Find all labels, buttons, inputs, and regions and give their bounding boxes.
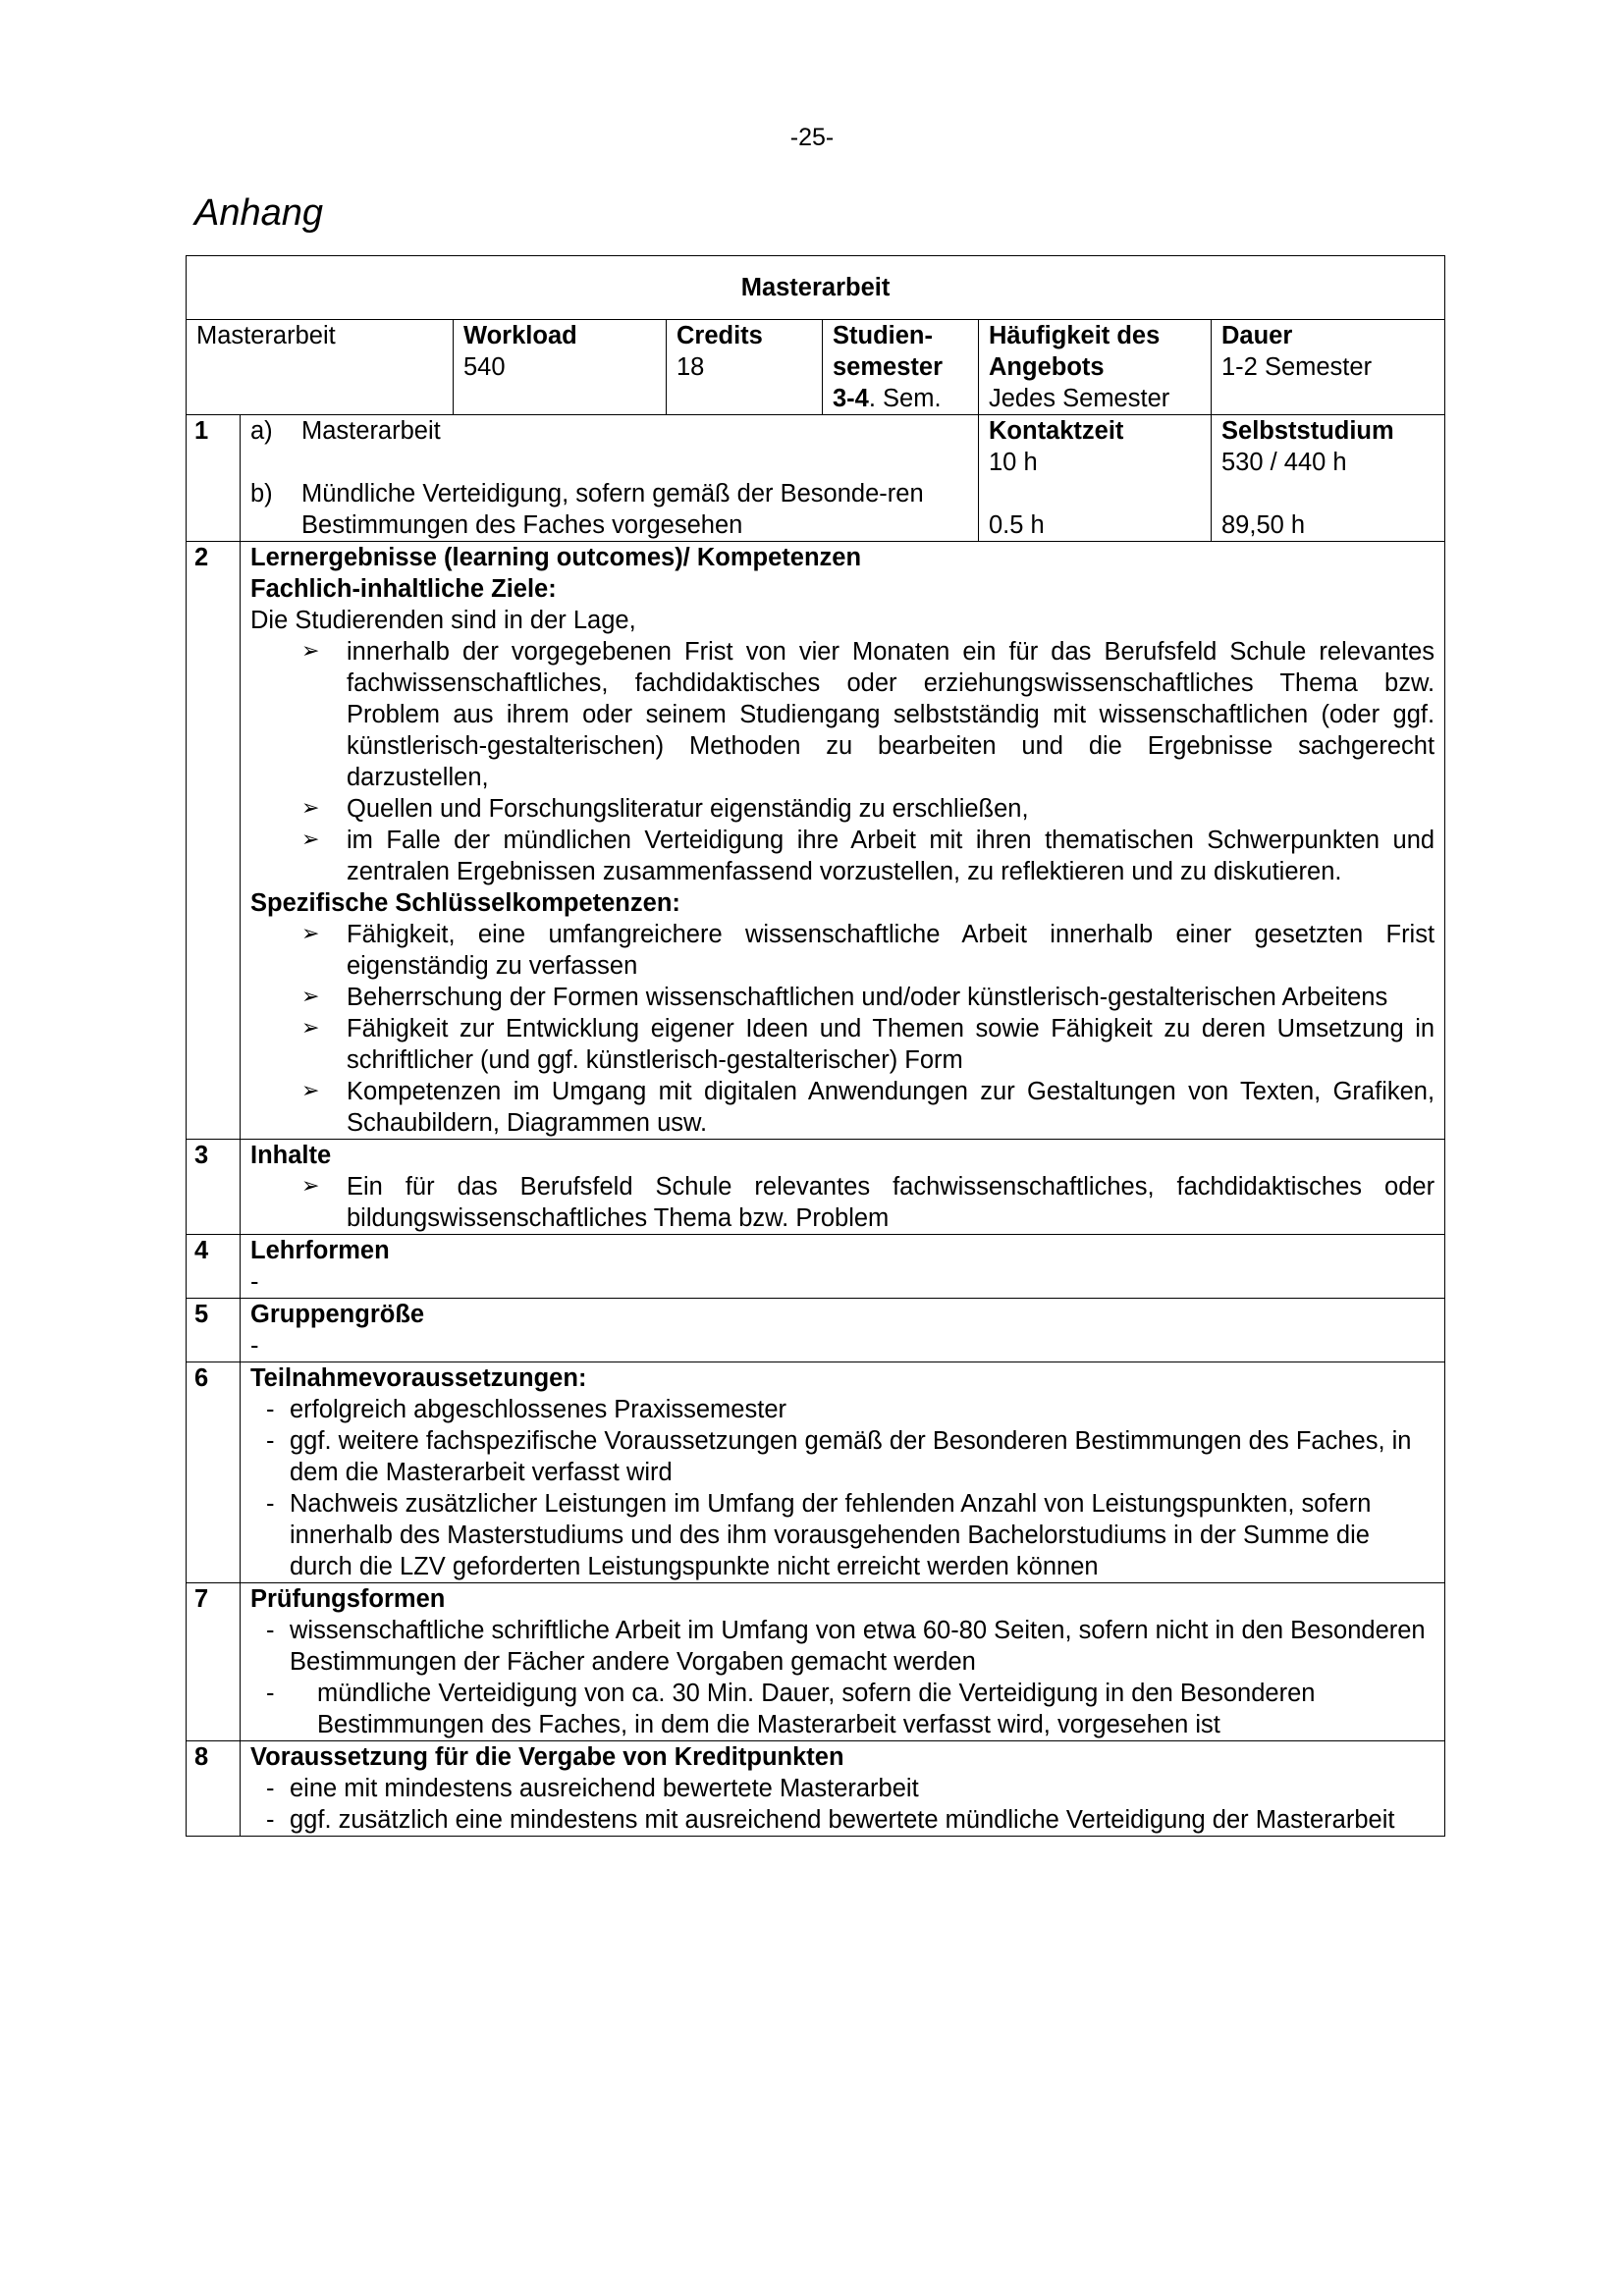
row-title: Teilnahmevoraussetzungen:: [250, 1364, 587, 1392]
row-7: [187, 1583, 1445, 1741]
row-4: [187, 1235, 1445, 1299]
list-item: - Nachweis zusätzlicher Leistungen im Umfang der fehlenden Anzahl von Leistungspunkten, sofern innerhalb des Masterstudiums und des ihm vorausgehenden Bachelorstudiums in der Summe die durch die LZV geforderten Leistungspunkte nicht erreicht werden können: [266, 1488, 1435, 1582]
row-number: 5: [187, 1299, 241, 1362]
row8-content: [241, 1741, 1445, 1837]
row-number: 8: [187, 1741, 241, 1837]
duration-cell: [1212, 320, 1445, 415]
row-number: 2: [187, 542, 241, 1140]
semester-value: [833, 383, 968, 414]
list-item: - ggf. weitere fachspezifische Voraussetzungen gemäß der Besonderen Bestimmungen des Faches, in dem die Masterarbeit verfasst wird: [266, 1425, 1435, 1488]
row6-content: [241, 1362, 1445, 1583]
credit-requirements-list: [250, 1773, 1435, 1836]
row-2: [187, 542, 1445, 1140]
list-item: - ggf. zusätzlich eine mindestens mit ausreichend bewertete mündliche Verteidigung der Masterarbeit: [266, 1804, 1435, 1836]
row-number: 6: [187, 1362, 241, 1583]
credits-value: 18: [677, 353, 705, 381]
workload-cell: [454, 320, 667, 415]
row-number: 4: [187, 1235, 241, 1299]
semester-value-rest: . Sem.: [868, 385, 942, 412]
course-a-label: a): [250, 417, 273, 445]
row-number: 1: [187, 415, 241, 542]
row-3: [187, 1140, 1445, 1235]
list-item: ➢ Ein für das Berufsfeld Schule relevantes fachwissenschaftliches, fachdidaktisches oder bildungswissenschaftliches Thema bzw. Problem: [301, 1171, 1435, 1234]
module-table: [186, 255, 1445, 1837]
self-study-b: 89,50 h: [1221, 511, 1306, 539]
duration-label: Dauer: [1221, 322, 1293, 349]
contact-label: Kontaktzeit: [989, 417, 1124, 445]
list-item: - erfolgreich abgeschlossenes Praxissemester: [266, 1394, 1435, 1425]
self-study-a: 530 / 440 h: [1221, 449, 1347, 476]
row-8: [187, 1741, 1445, 1837]
goals-list: [250, 636, 1435, 887]
row3-content: [241, 1140, 1445, 1235]
row-title: Lehrformen: [250, 1237, 390, 1264]
semester-value-bold: 3-4: [833, 385, 869, 412]
row-number: 3: [187, 1140, 241, 1235]
exam-forms-list: [250, 1615, 1435, 1740]
self-study-label: Selbststudium: [1221, 417, 1394, 445]
module-name: Masterarbeit: [187, 320, 454, 415]
contents-list: [250, 1171, 1435, 1234]
row-title: Voraussetzung für die Vergabe von Kreditpunkten: [250, 1743, 844, 1771]
page-number: -25-: [789, 124, 835, 151]
list-item: ➢ im Falle der mündlichen Verteidigung ihre Arbeit mit ihren thematischen Schwerpunkten und zentralen Ergebnissen zusammenfassend vorzustellen, zu reflektieren und zu diskutieren.: [301, 825, 1435, 887]
row-title: Inhalte: [250, 1142, 332, 1169]
row-value: -: [250, 1332, 259, 1360]
row1-courses: [241, 415, 979, 542]
list-item: ➢ Quellen und Forschungsliteratur eigenständig zu erschließen,: [301, 793, 1435, 825]
row-subtitle: Fachlich-inhaltliche Ziele:: [250, 575, 557, 603]
contact-a: 10 h: [989, 449, 1038, 476]
row-title: Lernergebnisse (learning outcomes)/ Kompetenzen: [250, 544, 862, 571]
list-item: ➢ Beherrschung der Formen wissenschaftlichen und/oder künstlerisch-gestalterischen Arbeitens: [301, 982, 1435, 1013]
credits-label: Credits: [677, 322, 763, 349]
workload-label: Workload: [463, 322, 577, 349]
course-b: [250, 478, 968, 541]
key-competences-list: [250, 919, 1435, 1139]
semester-label-1: Studien-: [833, 322, 933, 349]
row-value: -: [250, 1268, 259, 1296]
frequency-value: Jedes Semester: [989, 385, 1170, 412]
row-6: [187, 1362, 1445, 1583]
title-row: [187, 256, 1445, 320]
course-b-label: b): [250, 480, 273, 507]
course-a-text: Masterarbeit: [301, 417, 441, 445]
semester-cell: [823, 320, 979, 415]
frequency-label-1: Häufigkeit des: [989, 322, 1161, 349]
row-title: Gruppengröße: [250, 1301, 425, 1328]
row-subtitle: Spezifische Schlüsselkompetenzen:: [250, 889, 680, 917]
list-item: - mündliche Verteidigung von ca. 30 Min. Dauer, sofern die Verteidigung in den Besonderen Bestimmungen des Faches, in dem die Masterarbeit verfasst wird, vorgesehen ist: [266, 1678, 1435, 1740]
course-a: [250, 415, 968, 447]
header-row: [187, 320, 1445, 415]
contact-cell: [979, 415, 1212, 542]
list-item: - eine mit mindestens ausreichend bewertete Masterarbeit: [266, 1773, 1435, 1804]
module-title: Masterarbeit: [187, 256, 1445, 320]
workload-value: 540: [463, 353, 506, 381]
prerequisites-list: [250, 1394, 1435, 1582]
self-study-cell: [1212, 415, 1445, 542]
contact-b: 0.5 h: [989, 511, 1045, 539]
list-item: - wissenschaftliche schriftliche Arbeit im Umfang von etwa 60-80 Seiten, sofern nicht in den Besonderen Bestimmungen der Fächer andere Vorgaben gemacht werden: [266, 1615, 1435, 1678]
frequency-label-2: Angebots: [989, 353, 1105, 381]
row-1: [187, 415, 1445, 542]
row-title: Prüfungsformen: [250, 1585, 446, 1613]
row-5: [187, 1299, 1445, 1362]
duration-value: 1-2 Semester: [1221, 353, 1373, 381]
credits-cell: [667, 320, 823, 415]
semester-label-2: semester: [833, 353, 943, 381]
list-item: ➢ Kompetenzen im Umgang mit digitalen Anwendungen zur Gestaltungen von Texten, Grafiken, Schaubildern, Diagrammen usw.: [301, 1076, 1435, 1139]
page-heading: Anhang: [194, 192, 324, 234]
course-b-text: Mündliche Verteidigung, sofern gemäß der Besonde-ren Bestimmungen des Faches vorgesehen: [301, 480, 924, 539]
frequency-cell: [979, 320, 1212, 415]
list-item: ➢ Fähigkeit, eine umfangreichere wissenschaftliche Arbeit innerhalb einer gesetzten Frist eigenständig zu verfassen: [301, 919, 1435, 982]
row-number: 7: [187, 1583, 241, 1741]
intro-text: Die Studierenden sind in der Lage,: [250, 607, 636, 634]
row4-content: [241, 1235, 1445, 1299]
row7-content: [241, 1583, 1445, 1741]
list-item: ➢ innerhalb der vorgegebenen Frist von vier Monaten ein für das Berufsfeld Schule relevantes fachwissenschaftliches, fachdidaktisches oder erziehungswissenschaftliches Thema bzw. Problem aus ihrem oder seinem Studiengang selbstständig mit wissenschaftlichen (oder ggf. künstlerisch-gestalterischen) Methoden zu bearbeiten und die Ergebnisse sachgerecht darzustellen,: [301, 636, 1435, 793]
row2-content: [241, 542, 1445, 1140]
list-item: ➢ Fähigkeit zur Entwicklung eigener Ideen und Themen sowie Fähigkeit zu deren Umsetzung in schriftlicher (und ggf. künstlerisch-gestalterischer) Form: [301, 1013, 1435, 1076]
row5-content: [241, 1299, 1445, 1362]
